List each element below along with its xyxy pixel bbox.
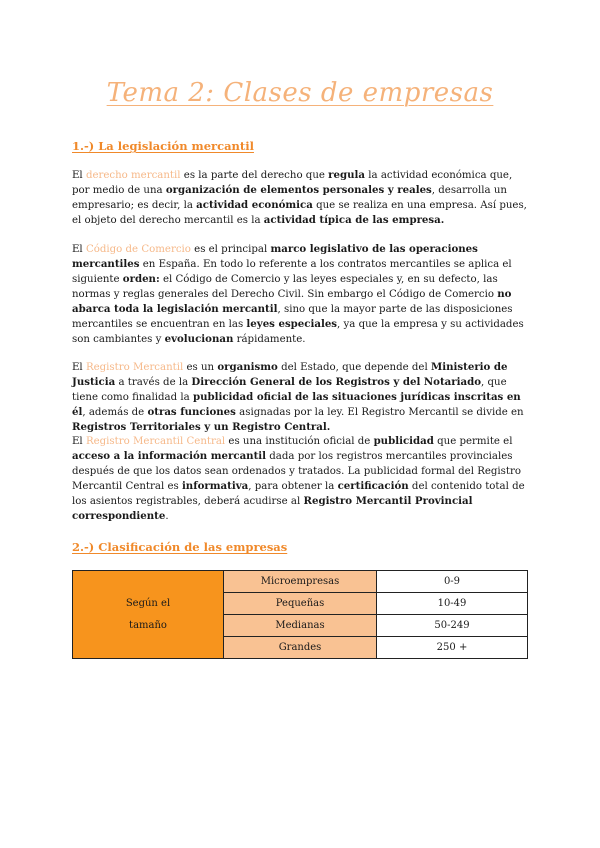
highlighted-term: Código de Comercio: [85, 244, 191, 255]
bold-term: leyes especiales: [246, 318, 338, 330]
bold-term: evolucionan: [164, 333, 234, 345]
bold-term: Registro Mercantil Provincial correspondiente: [72, 495, 473, 522]
classification-table: [72, 570, 528, 659]
bold-term: no abarca toda la legislación mercantil: [72, 288, 512, 315]
text-run: que se realiza en una empresa. Así pues, el objeto del derecho mercantil es la: [72, 200, 527, 226]
text-run: El: [72, 244, 86, 255]
text-run: es una institución oficial de: [225, 436, 374, 447]
bold-term: Ministerio de Justicia: [72, 361, 508, 388]
section-heading-clasificacion: 2.-) Clasificación de las empresas: [72, 540, 288, 554]
value-cell: 250 +: [377, 637, 528, 659]
paragraph-registro-mercantil: [72, 360, 528, 435]
bold-term: publicidad: [373, 435, 434, 447]
bold-term: certificación: [337, 480, 409, 492]
group-label: Según el tamaño: [125, 597, 171, 631]
text-run: del Estado, que depende del: [277, 362, 431, 373]
bold-term: informativa: [181, 480, 249, 492]
text-run: es la parte del derecho que: [180, 170, 329, 181]
bold-term: acceso a la información mercantil: [72, 450, 267, 462]
bold-term: orden:: [122, 273, 160, 285]
text-run: del contenido total de los asientos registrables, deberá acudirse al: [72, 481, 525, 507]
text-run: rápidamente.: [233, 334, 306, 345]
text-run: El: [72, 362, 86, 373]
text-run: , para obtener la: [248, 481, 338, 492]
text-run: El: [72, 436, 86, 447]
bold-term: organización de elementos personales y reales: [165, 184, 432, 196]
text-run: dada por los registros mercantiles provinciales después de que los datos sean ordenados y tratados. La publicidad formal del Registro Mercantil Central es: [72, 451, 522, 492]
paragraph-derecho-mercantil: [72, 168, 528, 228]
text-run: el Código de Comercio y las leyes especiales y, en su defecto, las normas y reglas generales del Derecho Civil. Sin embargo el Código de Comercio: [72, 274, 498, 300]
text-run: la actividad económica que, por medio de una: [72, 170, 513, 196]
text-run: es el principal: [190, 244, 271, 255]
highlighted-term: derecho mercantil: [85, 170, 181, 181]
bold-term: otras funciones: [147, 406, 236, 418]
text-run: asignadas por la ley. El Registro Mercantil se divide en: [235, 407, 524, 418]
text-run: , ya que la empresa y su actividades son cambiantes y: [72, 319, 524, 345]
text-run: a través de la: [115, 377, 192, 388]
text-run: El: [72, 170, 86, 181]
category-cell: Pequeñas: [224, 593, 377, 615]
text-run: , que tiene como finalidad la: [72, 377, 507, 403]
bold-term: Registros Territoriales y un Registro Central.: [72, 421, 331, 433]
highlighted-term: Registro Mercantil: [85, 362, 184, 373]
value-cell: 0-9: [377, 571, 528, 593]
page-title: Tema 2: Clases de empresas: [106, 78, 494, 108]
bold-term: publicidad oficial de las situaciones jurídicas inscritas en él: [72, 391, 521, 418]
text-run: , además de: [82, 407, 148, 418]
bold-term: regula: [328, 169, 366, 181]
value-cell: 10-49: [377, 593, 528, 615]
bold-term: marco legislativo de las operaciones mercantiles: [72, 243, 478, 270]
category-cell: Microempresas: [224, 571, 377, 593]
bold-term: actividad típica de las empresa.: [263, 214, 445, 226]
text-run: .: [165, 511, 169, 522]
text-run: que permite el: [433, 436, 513, 447]
category-cell: Medianas: [224, 615, 377, 637]
text-run: es un: [183, 362, 218, 373]
bold-term: actividad económica: [196, 199, 313, 211]
category-cell: Grandes: [224, 637, 377, 659]
text-run: en España. En todo lo referente a los contratos mercantiles se aplica el siguiente: [72, 259, 512, 285]
text-run: , sino que la mayor parte de las disposiciones mercantiles se encuentran en las: [72, 304, 513, 330]
paragraph-registro-mercantil-central: [72, 434, 528, 524]
text-run: , desarrolla un empresario; es decir, la: [72, 185, 507, 211]
table-row: [73, 571, 528, 593]
section-heading-legislacion: 1.-) La legislación mercantil: [72, 139, 254, 153]
value-cell: 50-249: [377, 615, 528, 637]
paragraph-codigo-comercio: [72, 242, 528, 347]
highlighted-term: Registro Mercantil Central: [85, 436, 226, 447]
bold-term: Dirección General de los Registros y del Notariado: [191, 376, 482, 388]
group-cell: [73, 571, 224, 659]
bold-term: organismo: [217, 361, 278, 373]
